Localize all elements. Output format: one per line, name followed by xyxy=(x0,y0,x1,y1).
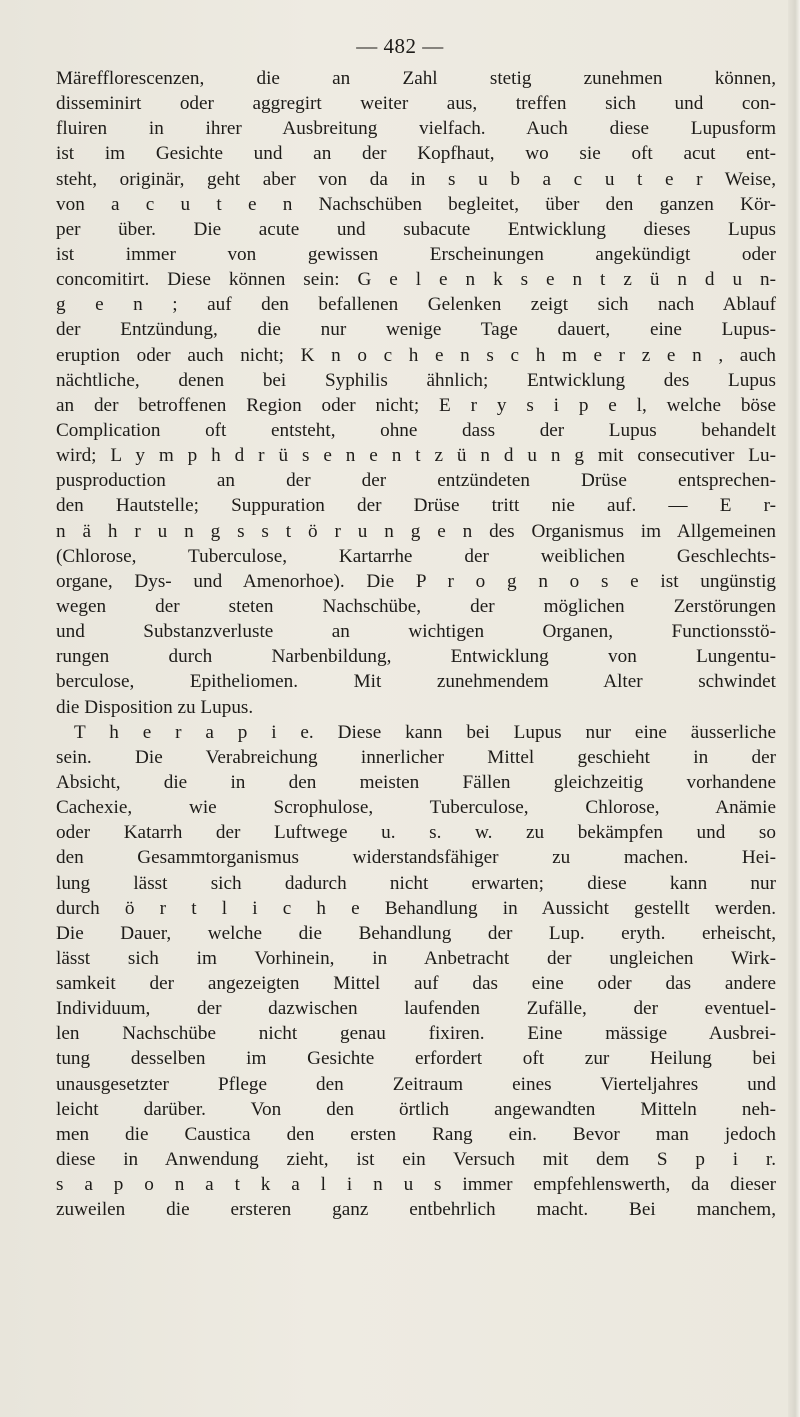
text-line: den Hautstelle; Suppuration der Drüse tritt nie auf. — E r- xyxy=(56,495,776,517)
text-line: g e n ; auf den befallenen Gelenken zeigt sich nach Ablauf xyxy=(56,294,776,316)
text-line: durch ö r t l i c h e Behandlung in Aussicht gestellt werden. xyxy=(56,897,776,919)
text-line: per über. Die acute und subacute Entwicklung dieses Lupus xyxy=(56,218,776,240)
text-line: Märefflorescenzen, die an Zahl stetig zunehmen können, xyxy=(56,68,776,89)
text-line: pusproduction an der der entzündeten Drüse entsprechen- xyxy=(56,470,776,492)
page-edge-shadow xyxy=(788,0,800,1417)
text-line: (Chlorose, Tuberculose, Kartarrhe der weiblichen Geschlechts- xyxy=(56,545,776,567)
text-line: ist immer von gewissen Erscheinungen angekündigt oder xyxy=(56,243,776,265)
text-line: an der betroffenen Region oder nicht; E r y s i p e l, welche böse xyxy=(56,394,776,416)
text-line: oder Katarrh der Luftwege u. s. w. zu bekämpfen und so xyxy=(56,822,776,844)
text-line: rungen durch Narbenbildung, Entwicklung von Lungentu- xyxy=(56,646,776,668)
text-line: Absicht, die in den meisten Fällen gleichzeitig vorhandene xyxy=(56,771,776,793)
text-line: s a p o n a t k a l i n u s immer empfehlenswerth, da dieser xyxy=(56,1174,776,1196)
text-line: disseminirt oder aggregirt weiter aus, treffen sich und con- xyxy=(56,93,776,115)
text-line: zuweilen die ersteren ganz entbehrlich macht. Bei manchem, xyxy=(56,1199,776,1221)
text-line: lung lässt sich dadurch nicht erwarten; diese kann nur xyxy=(56,872,776,894)
body-text xyxy=(56,66,776,1222)
text-line: n ä h r u n g s s t ö r u n g e n des Organismus im Allgemeinen xyxy=(56,520,776,542)
text-line: der Entzündung, die nur wenige Tage dauert, eine Lupus- xyxy=(56,319,776,341)
text-line: nächtliche, denen bei Syphilis ähnlich; Entwicklung des Lupus xyxy=(56,369,776,391)
text-line: und Substanzverluste an wichtigen Organen, Functionsstö- xyxy=(56,621,776,643)
text-line: sein. Die Verabreichung innerlicher Mittel geschieht in der xyxy=(56,746,776,768)
text-line: lässt sich im Vorhinein, in Anbetracht der ungleichen Wirk- xyxy=(56,947,776,969)
text-line: tung desselben im Gesichte erfordert oft zur Heilung bei xyxy=(56,1048,776,1070)
text-line: Die Dauer, welche die Behandlung der Lup. eryth. erheischt, xyxy=(56,922,776,944)
text-line: fluiren in ihrer Ausbreitung vielfach. Auch diese Lupusform xyxy=(56,118,776,140)
text-line: den Gesammtorganismus widerstandsfähiger zu machen. Hei- xyxy=(56,847,776,869)
text-line: diese in Anwendung zieht, ist ein Versuch mit dem S p i r. xyxy=(56,1149,776,1171)
text-line: berculose, Epitheliomen. Mit zunehmendem Alter schwindet xyxy=(56,671,776,693)
text-line: unausgesetzter Pflege den Zeitraum eines Vierteljahres und xyxy=(56,1073,776,1095)
text-line: concomitirt. Diese können sein: G e l e n k s e n t z ü n d u n- xyxy=(56,269,776,291)
text-line: wegen der steten Nachschübe, der möglichen Zerstörungen xyxy=(56,595,776,617)
section-heading-line: T h e r a p i e. Diese kann bei Lupus nur eine äusserliche xyxy=(74,721,776,743)
text-line: Complication oft entsteht, ohne dass der Lupus behandelt xyxy=(56,419,776,441)
text-line: Individuum, der dazwischen laufenden Zufälle, der eventuel- xyxy=(56,998,776,1020)
text-line: organe, Dys- und Amenorhoe). Die P r o g n o s e ist ungünstig xyxy=(56,570,776,592)
paragraph-end-line: die Disposition zu Lupus. xyxy=(56,696,254,718)
text-line: ist im Gesichte und an der Kopfhaut, wo sie oft acut ent- xyxy=(56,143,776,165)
text-line: von a c u t e n Nachschüben begleitet, über den ganzen Kör- xyxy=(56,193,776,215)
text-line: Cachexie, wie Scrophulose, Tuberculose, Chlorose, Anämie xyxy=(56,797,776,819)
text-line: samkeit der angezeigten Mittel auf das eine oder das andere xyxy=(56,973,776,995)
text-line: eruption oder auch nicht; K n o c h e n s c h m e r z e n , auch xyxy=(56,344,776,366)
text-line: men die Caustica den ersten Rang ein. Bevor man jedoch xyxy=(56,1123,776,1145)
page-number: — 482 — xyxy=(356,34,444,58)
text-line: wird; L y m p h d r ü s e n e n t z ü n d u n g mit consecutiver Lu- xyxy=(56,445,776,467)
text-line: leicht darüber. Von den örtlich angewandten Mitteln neh- xyxy=(56,1098,776,1120)
text-line: len Nachschübe nicht genau fixiren. Eine mässige Ausbrei- xyxy=(56,1023,776,1045)
text-line: steht, originär, geht aber von da in s u b a c u t e r Weise, xyxy=(56,168,776,190)
